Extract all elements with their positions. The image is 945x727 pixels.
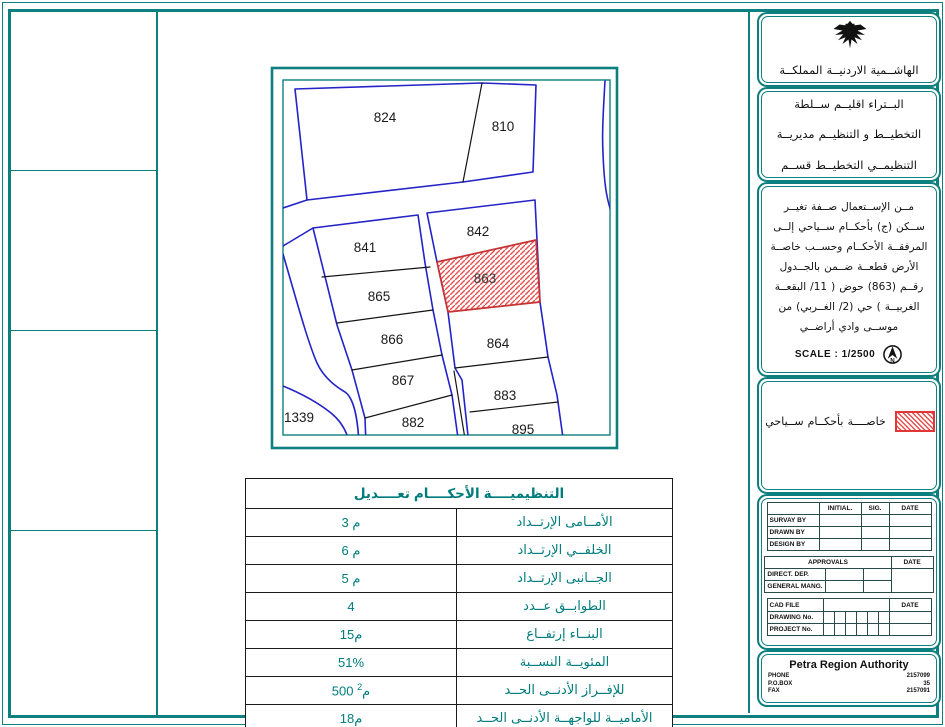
parcel-block-824-810 (295, 83, 536, 200)
note-line: خاصــة وحســب الأحكــام المرفقــة (770, 241, 928, 253)
note-line: تغيــر صــفة الإســتعمال مــن (784, 201, 914, 213)
margin-column-divider (156, 12, 158, 715)
plot-label-841: 841 (353, 240, 377, 255)
table-label: عــدد الطوابــق (457, 593, 673, 621)
plot-label-865: 865 (367, 289, 391, 304)
cad-file-label: CAD FILE (767, 599, 823, 612)
kingdom-title: المملكــة الاردنيــة الهاشــمية (779, 63, 919, 77)
survey-table (767, 502, 932, 551)
row-project-no: PROJECT No. (767, 624, 823, 636)
table-label: النســبة المئويــة (457, 649, 673, 677)
north-arrow-icon (882, 344, 903, 365)
title-block-kingdom (757, 12, 941, 87)
note-line: إلــى ســياحي بأحكــام (ج) ســكن (773, 221, 925, 233)
plot-label-842: 842 (466, 224, 490, 239)
approvals-table (764, 556, 933, 593)
parcel-divider-883-895 (470, 402, 558, 412)
parcel-divider-824-810 (463, 83, 482, 182)
plot-label-1339: 1339 (283, 410, 315, 425)
note-line: أراضــي وادي موســى (799, 321, 899, 333)
parcel-strip-right (427, 200, 564, 445)
square-meter-sup: 2 (357, 681, 363, 692)
scale-label: SCALE : 1/2500 (794, 349, 876, 360)
table-value: 15م (246, 621, 457, 649)
table-value: 3 م (246, 509, 457, 537)
note-line: من (الغــربي /2) حي ( الغربيــة (778, 301, 920, 313)
table-label: الحــد الأدنــى للإفــراز (457, 677, 673, 705)
regulation-table-title: تعــــديل الأحكــــام التنظيميــــة (246, 479, 673, 509)
cad-table (767, 598, 932, 636)
table-label: الحــد الأدنــى للواجهــة الأماميــة (457, 705, 673, 727)
row-design-by: DESIGN BY (767, 539, 819, 551)
col-sig: SIG. (861, 503, 889, 515)
approvals-header: APPROVALS (765, 557, 891, 569)
plot-label-824: 824 (373, 110, 397, 125)
authority-line: قســم التخطيــط التنظيمــي (781, 157, 917, 172)
authority-line: مديريــة التنظيــم و التخطيــط (776, 127, 922, 142)
margin-cell-divider (11, 530, 157, 531)
margin-cell-divider (11, 330, 157, 331)
contact-labels: PHONE P.O.BOX FAX (768, 673, 793, 694)
road-edge-2 (283, 228, 313, 246)
right-panel-divider (748, 12, 750, 713)
plot-label-883: 883 (493, 388, 517, 403)
table-value: 5 م (246, 565, 457, 593)
cadastral-map (255, 55, 635, 465)
parcel-divider-866-867 (352, 355, 442, 370)
regulation-table (245, 478, 673, 727)
table-label: الإرتــداد الأمــامى (457, 509, 673, 537)
authority-line: ســلطة اقليــم البــتراء (794, 97, 904, 112)
row-drawing-no: DRAWING No. (767, 612, 823, 624)
table-label: الإرتــداد الخلفــي (457, 537, 673, 565)
organization-box (757, 650, 941, 707)
table-value: 500 م$^2$ (246, 677, 457, 705)
legend-box (757, 377, 941, 494)
road-edge-1 (283, 200, 307, 208)
plot-label-810: 810 (491, 119, 515, 134)
row-general-mang: GENERAL MANG. (765, 581, 825, 593)
row-direct-dep: DIRECT. DEP. (765, 569, 825, 581)
contact-values: 2157099 35 2157091 (906, 673, 930, 694)
table-value: 18م (246, 705, 457, 727)
row-drawn-by: DRAWN BY (767, 527, 819, 539)
jordan-coat-of-arms-icon (832, 19, 868, 51)
parcel-divider-841-865 (322, 267, 430, 277)
col-date: DATE (889, 503, 931, 515)
margin-cell-divider (11, 170, 157, 171)
map-frame-outer (272, 68, 617, 448)
plot-label-863: 863 (473, 271, 497, 286)
parcel-divider-864-883 (455, 357, 548, 368)
row-survay-by: SURVAY BY (767, 515, 819, 527)
title-block-authority (757, 87, 941, 182)
plot-label-864: 864 (486, 336, 510, 351)
parcel-divider-865-866 (337, 310, 433, 323)
plot-label-867: 867 (391, 373, 415, 388)
organization-name: Petra Region Authority (789, 659, 909, 671)
change-of-use-note (757, 182, 941, 377)
plot-label-895: 895 (511, 422, 535, 437)
col-initial: INITIAL. (819, 503, 861, 515)
table-label: إرتفــاع البنــاء (457, 621, 673, 649)
signoff-box (757, 494, 941, 650)
note-line: البقعــة /11 ) حوض (863) رقــم (774, 281, 924, 293)
plot-label-866: 866 (380, 332, 404, 347)
table-value: 51% (246, 649, 457, 677)
cad-date: DATE (889, 599, 931, 612)
approvals-date: DATE (891, 557, 933, 569)
svg-text:N: N (890, 357, 895, 365)
plot-label-882: 882 (401, 415, 425, 430)
table-value: 6 م (246, 537, 457, 565)
legend-label: ســياحي بأحكــام خاصــــة (765, 415, 886, 428)
parcel-strip-left (313, 215, 459, 445)
parcel-divider-882-883 (454, 371, 466, 445)
note-line: بالجــدول ضــمن قطعــة الأرض (779, 261, 919, 273)
table-label: الإرتــداد الجــانبى (457, 565, 673, 593)
table-value: 4 (246, 593, 457, 621)
legend-hatch-swatch (895, 411, 935, 432)
